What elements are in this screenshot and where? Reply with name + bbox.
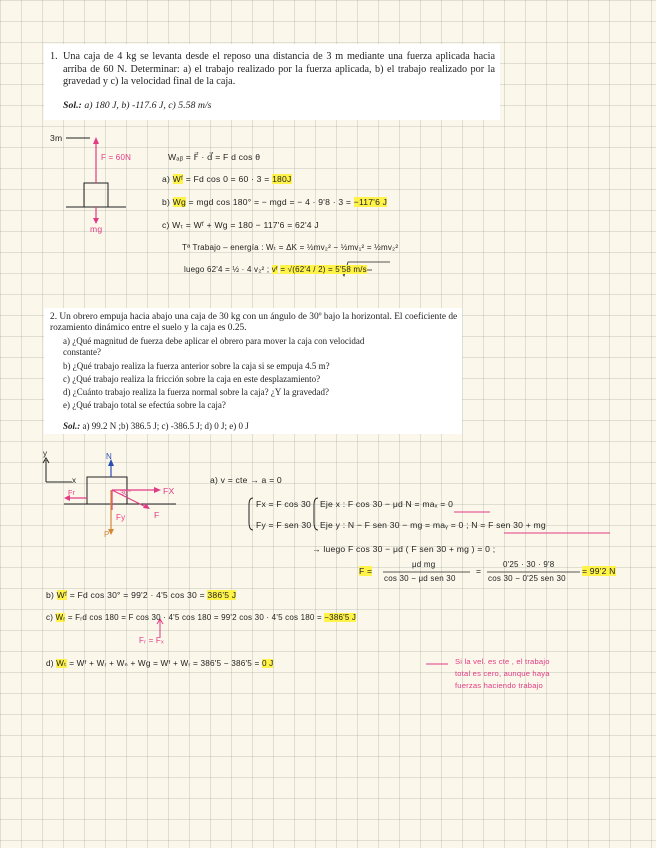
weight-p-label: P <box>104 530 110 539</box>
p2-line-c <box>46 613 356 622</box>
force-label: F = 60N <box>101 153 132 162</box>
p1-c-expr: Wₜ = Wᶠ + Wg = 180 − 117'6 = 62'4 J <box>172 220 319 230</box>
problem2-qc: c) ¿Qué trabajo realiza la fricción sobre la caja en este desplazamiento? <box>63 374 321 384</box>
p2-c-result: −386'5 J <box>324 613 357 622</box>
p1-a-label: a) <box>162 174 171 184</box>
f-frac1-num: μd mg <box>412 560 436 569</box>
problem2-qe: e) ¿Qué trabajo total se efectúa sobre la caja? <box>63 400 226 410</box>
distance-label: 3m <box>50 133 63 143</box>
p2-d-note-3: fuerzas haciendo trabajo <box>455 681 543 690</box>
solution-label: Sol.: <box>63 421 81 431</box>
f-frac1-den: cos 30 − μd sen 30 <box>384 574 456 583</box>
p2-c-note: Fᵣ = Fₓ <box>139 636 164 645</box>
p2-d-wt: Wₜ <box>56 659 67 668</box>
problem2-qb: b) ¿Qué trabajo realiza la fuerza anterior sobre la caja si se empuja 4.5 m? <box>63 361 330 371</box>
solution-text: a) 180 J, b) -117.6 J, c) 5.58 m/s <box>84 100 212 111</box>
fy-label: Fy <box>116 513 126 522</box>
fx-eq: Fx = F cos 30 <box>256 499 311 509</box>
normal-label: N <box>106 452 112 461</box>
eje-y-line <box>320 520 546 530</box>
problem2-qa: a) ¿Qué magnitud de fuerza debe aplicar el obrero para mover la caja con velocidad constante? <box>63 336 365 357</box>
f-result: = 99'2 N <box>582 566 616 576</box>
p2-luego-expr: → luego F cos 30 − μd ( F sen 30 + mg ) = 0 ; <box>312 544 496 554</box>
normal-expr: N = F sen 30 + mg <box>471 520 546 530</box>
p2-b-label: b) <box>46 590 55 600</box>
fx-label: FX <box>163 486 175 496</box>
f-eq-sign: = <box>476 566 482 576</box>
problem1-statement: Una caja de 4 kg se levanta desde el reposo una distancia de 3 m mediante una fuerza aplicada hacia arriba de 60 N. Determinar: a) el trabajo realizado por la fuerza aplicada, b) el trabajo realizado por la gravedad y c) la velocidad final de la caja. <box>63 51 495 87</box>
p1-teorema: Tª Trabajo – energía : Wₜ = ΔK = ½mv₂² − ½mv₁² = ½mv₂² <box>182 243 399 252</box>
p2-b-wf: Wᶠ <box>56 590 68 600</box>
fr-label: Fr <box>68 490 76 497</box>
f-frac2-num: 0'25 · 30 · 9'8 <box>503 560 555 569</box>
p1-vf-label: vᶠ <box>271 265 278 274</box>
solution-label: Sol.: <box>63 100 82 111</box>
f-frac2-den: cos 30 − 0'25 sen 30 <box>488 574 566 583</box>
p2-line-a: a) v = cte → a = 0 <box>210 475 282 485</box>
p1-a-result: 180J <box>272 174 292 184</box>
eje-x-eq: Eje x : F cos 30 − μd N = maₓ = 0 <box>320 499 454 509</box>
axis-y-label: y <box>43 449 48 458</box>
p1-a-wf: Wᶠ <box>172 174 184 184</box>
angle-label: 30° <box>120 490 132 497</box>
p1-a-expr: = Fd cos 0 = 60 · 3 = <box>185 174 270 184</box>
problem2-intro: 2. Un obrero empuja hacia abajo una caja de 30 kg con un ángulo de 30º bajo la horizontal. El coeficiente de rozamiento dinámico entre el suelo y la caja es 0.25. <box>50 312 458 334</box>
p1-b-expr: = mgd cos 180° = − mgd = − 4 · 9'8 · 3 = <box>188 197 352 207</box>
p2-luego <box>312 544 495 554</box>
p1-b-result: −117'6 J <box>353 197 388 207</box>
eje-y-eq: Eje y : N − F sen 30 − mg = maᵧ = 0 ; <box>320 520 469 530</box>
p1-b-wg: Wg <box>172 197 186 207</box>
p2-line-d <box>46 658 273 668</box>
p2-b-result: 386'5 J <box>207 590 237 600</box>
p2-c-expr: = Fᵣd cos 180 = F cos 30 · 4'5 cos 180 = 99'2 cos 30 · 4'5 cos 180 = <box>67 613 322 622</box>
p2-d-result: 0 J <box>261 659 274 668</box>
p2-d-note-2: total es cero, aunque haya <box>455 669 550 678</box>
p1-luego-expr: luego 62'4 = ½ · 4 v₂² ; <box>184 265 270 274</box>
problem1-number: 1. <box>50 51 58 62</box>
problem2-qd: d) ¿Cuánto trabajo realiza la fuerza normal sobre la caja? ¿Y la gravedad? <box>63 387 330 397</box>
p2-c-label: c) <box>46 613 54 622</box>
p2-b-expr: = Fd cos 30° = 99'2 · 4'5 cos 30 = <box>69 590 205 600</box>
p1-vf-expr: = √(62'4 / 2) = 5'58 m/s <box>280 265 367 274</box>
f-sol-left: F = <box>359 566 373 576</box>
axis-x-label: x <box>72 476 77 485</box>
p2-d-label: d) <box>46 659 54 668</box>
p1-b-label: b) <box>162 197 171 207</box>
solution-text: a) 99.2 N ;b) 386.5 J; c) -386.5 J; d) 0 J; e) 0 J <box>82 421 249 431</box>
p2-d-note-1: Si la vel. es cte , el trabajo <box>455 657 550 666</box>
f-label: F <box>154 510 160 520</box>
fy-eq: Fy = F sen 30 <box>256 520 312 530</box>
weight-label: mg <box>90 224 103 234</box>
p2-line-b <box>46 590 236 600</box>
p2-d-expr: = Wᶠ + Wᵣ + Wₙ + Wg = Wᶠ + Wᵣ = 386'5 − 386'5 = <box>69 659 260 668</box>
p2-c-wr: Wᵣ <box>55 613 66 622</box>
work-formula: Wₐᵦ = F⃗ · d⃗ = F d cos θ <box>168 152 261 162</box>
p1-c-label: c) <box>162 220 170 230</box>
